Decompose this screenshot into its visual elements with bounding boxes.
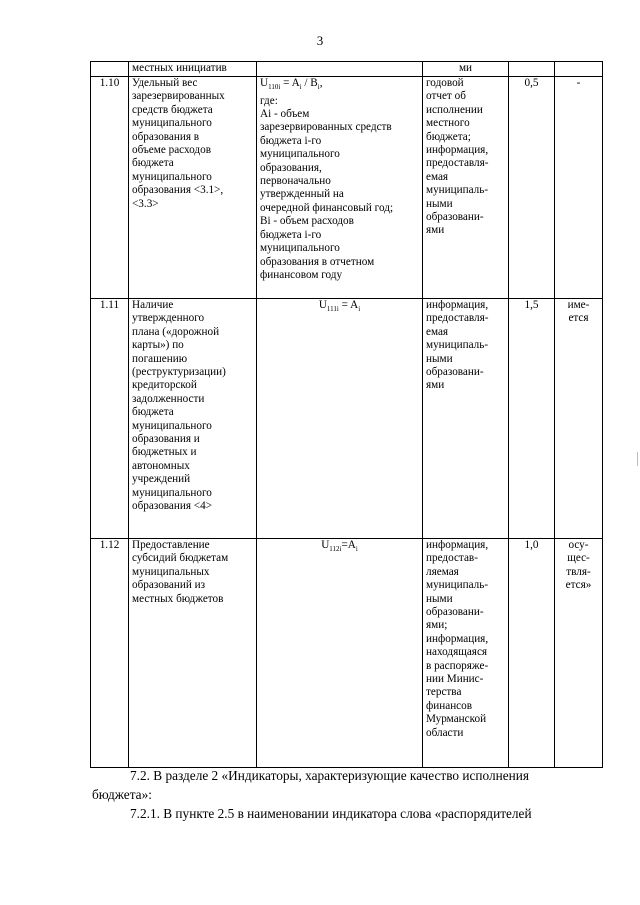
paragraph-line: 7.2.1. В пункте 2.5 в наименовании индикатора слова «распорядителей: [130, 806, 532, 821]
text-line: ями: [426, 224, 445, 237]
cell-formula: [257, 77, 423, 299]
text-line: муниципального: [132, 117, 212, 130]
cell-formula: [257, 62, 423, 77]
text-line: финансов: [426, 699, 473, 712]
cell-weight: 0,5: [509, 77, 555, 299]
cell-source: ми: [423, 62, 509, 77]
text-line: учреждений: [132, 473, 191, 486]
cell-target: [555, 299, 603, 539]
text-line: ляемая: [426, 565, 459, 578]
cell-num: [91, 62, 129, 77]
text-line: образования <3.1>,: [132, 184, 224, 197]
text-line: зарезервированных: [132, 90, 225, 103]
text-line: информация,: [426, 632, 489, 645]
text-line: бюджета: [132, 406, 174, 419]
text-line: образовани-: [426, 606, 484, 619]
text-line: средств бюджета: [132, 103, 213, 116]
text-line: исполнении: [426, 103, 483, 116]
text-line: муниципального: [260, 148, 340, 161]
formula-rest: [260, 95, 419, 283]
cell-name: [129, 77, 257, 299]
text-line: информация,: [426, 144, 489, 157]
text-line: име-: [567, 299, 590, 311]
text-line: утвержденный на: [260, 188, 344, 201]
text-line: информация,: [426, 539, 489, 551]
text-line: погашению: [132, 352, 188, 365]
text-line: первоначально: [260, 175, 331, 188]
text-line: образования,: [260, 161, 322, 174]
text-line: муниципаль-: [426, 184, 489, 197]
text-line: бюджетных и: [132, 446, 197, 459]
text-line: щес-: [567, 552, 590, 565]
text-line: в распоряже-: [426, 659, 489, 672]
cell-target: [555, 539, 603, 768]
formula-line: $U_{112i}=A_i$: [321, 539, 358, 554]
text-line: (реструктуризации): [132, 366, 226, 379]
text-line: муниципальных: [132, 565, 210, 578]
table-row: [91, 299, 603, 539]
text-line: информация,: [426, 299, 489, 311]
cell-weight: 1,0: [509, 539, 555, 768]
text-line: предоставля-: [426, 157, 489, 170]
text-line: образования в: [132, 130, 200, 143]
text-line: <3.3>: [132, 197, 159, 210]
text-line: осу-: [568, 539, 589, 551]
page-number: 3: [316, 33, 324, 48]
text-line: образования и: [132, 433, 200, 446]
text-line: муниципального: [132, 419, 212, 432]
formula-line: $U_{110i} = A_i / B_i$,: [260, 77, 323, 92]
scan-mark: [637, 452, 638, 466]
cell-formula: [257, 539, 423, 768]
text-line: Bi - объем расходов: [260, 215, 354, 228]
text-line: Предоставление: [132, 539, 210, 551]
text-line: бюджета i-го: [260, 134, 322, 147]
text-line: образовани-: [426, 211, 484, 224]
formula-line: $U_{111i} = A_i$: [318, 299, 361, 314]
text-line: ными: [426, 197, 453, 210]
text-line: Ai - объем: [260, 108, 310, 121]
cell-num: 1.11: [91, 299, 129, 539]
text-line: образовани-: [426, 366, 484, 379]
text-line: муниципального: [132, 486, 212, 499]
text-line: Мурманской: [426, 713, 487, 726]
text-line: автономных: [132, 459, 190, 472]
indicators-table: [90, 61, 603, 768]
text-line: Наличие: [132, 299, 174, 311]
cell-name: [129, 539, 257, 768]
paragraph-line: 7.2. В разделе 2 «Индикаторы, характеризующие качество исполнения: [130, 768, 529, 783]
cell-source: [423, 299, 509, 539]
cell-name: [129, 299, 257, 539]
text-line: терства: [426, 686, 462, 699]
text-line: финансовом году: [260, 268, 343, 281]
table-row-continuation: [91, 62, 603, 77]
text-line: нии Минис-: [426, 673, 484, 686]
text-line: ями;: [426, 619, 448, 632]
cell-weight: [509, 62, 555, 77]
text-line: муниципального: [260, 242, 340, 255]
text-line: ется: [568, 312, 589, 325]
paragraph-7-2: [92, 766, 600, 823]
text-line: карты») по: [132, 339, 184, 352]
text-line: отчет об: [426, 90, 466, 103]
table-row: [91, 77, 603, 299]
text-line: образования <4>: [132, 500, 213, 513]
text-line: муниципаль-: [426, 339, 489, 352]
table-row: [91, 539, 603, 768]
text-line: ями: [426, 379, 445, 392]
text-line: твля-: [566, 565, 591, 578]
text-line: зарезервированных средств: [260, 121, 392, 134]
text-line: объеме расходов: [132, 144, 211, 157]
cell-source: [423, 77, 509, 299]
text-line: задолженности: [132, 392, 205, 405]
text-line: ется»: [565, 579, 592, 592]
text-line: муниципального: [132, 170, 212, 183]
text-line: местных бюджетов: [132, 592, 224, 605]
text-line: субсидий бюджетам: [132, 552, 229, 565]
cell-weight: 1,5: [509, 299, 555, 539]
cell-target: [555, 62, 603, 77]
text-line: годовой: [426, 77, 464, 89]
text-line: емая: [426, 325, 449, 338]
text-line: бюджета;: [426, 130, 471, 143]
text-line: муниципаль-: [426, 579, 489, 592]
text-line: где:: [260, 94, 278, 107]
text-line: ными: [426, 352, 453, 365]
cell-formula: [257, 299, 423, 539]
text-line: находящаяся: [426, 646, 488, 659]
cell-num: 1.10: [91, 77, 129, 299]
text-line: очередной финансовый год;: [260, 201, 394, 214]
paragraph-line: бюджета»:: [92, 787, 152, 802]
cell-num: 1.12: [91, 539, 129, 768]
text-line: бюджета i-го: [260, 228, 322, 241]
text-line: плана («дорожной: [132, 325, 220, 338]
cell-source: [423, 539, 509, 768]
text-line: емая: [426, 170, 449, 183]
text-line: ными: [426, 592, 453, 605]
text-line: кредиторской: [132, 379, 197, 392]
cell-target: -: [555, 77, 603, 299]
text-line: образований из: [132, 579, 206, 592]
text-line: области: [426, 726, 464, 739]
text-line: бюджета: [132, 157, 174, 170]
text-line: предоставля-: [426, 312, 489, 325]
text-line: Удельный вес: [132, 77, 198, 89]
text-line: образования в отчетном: [260, 255, 375, 268]
cell-name: местных инициатив: [129, 62, 257, 77]
text-line: местного: [426, 117, 470, 130]
text-line: утвержденного: [132, 312, 205, 325]
text-line: предостав-: [426, 552, 478, 565]
